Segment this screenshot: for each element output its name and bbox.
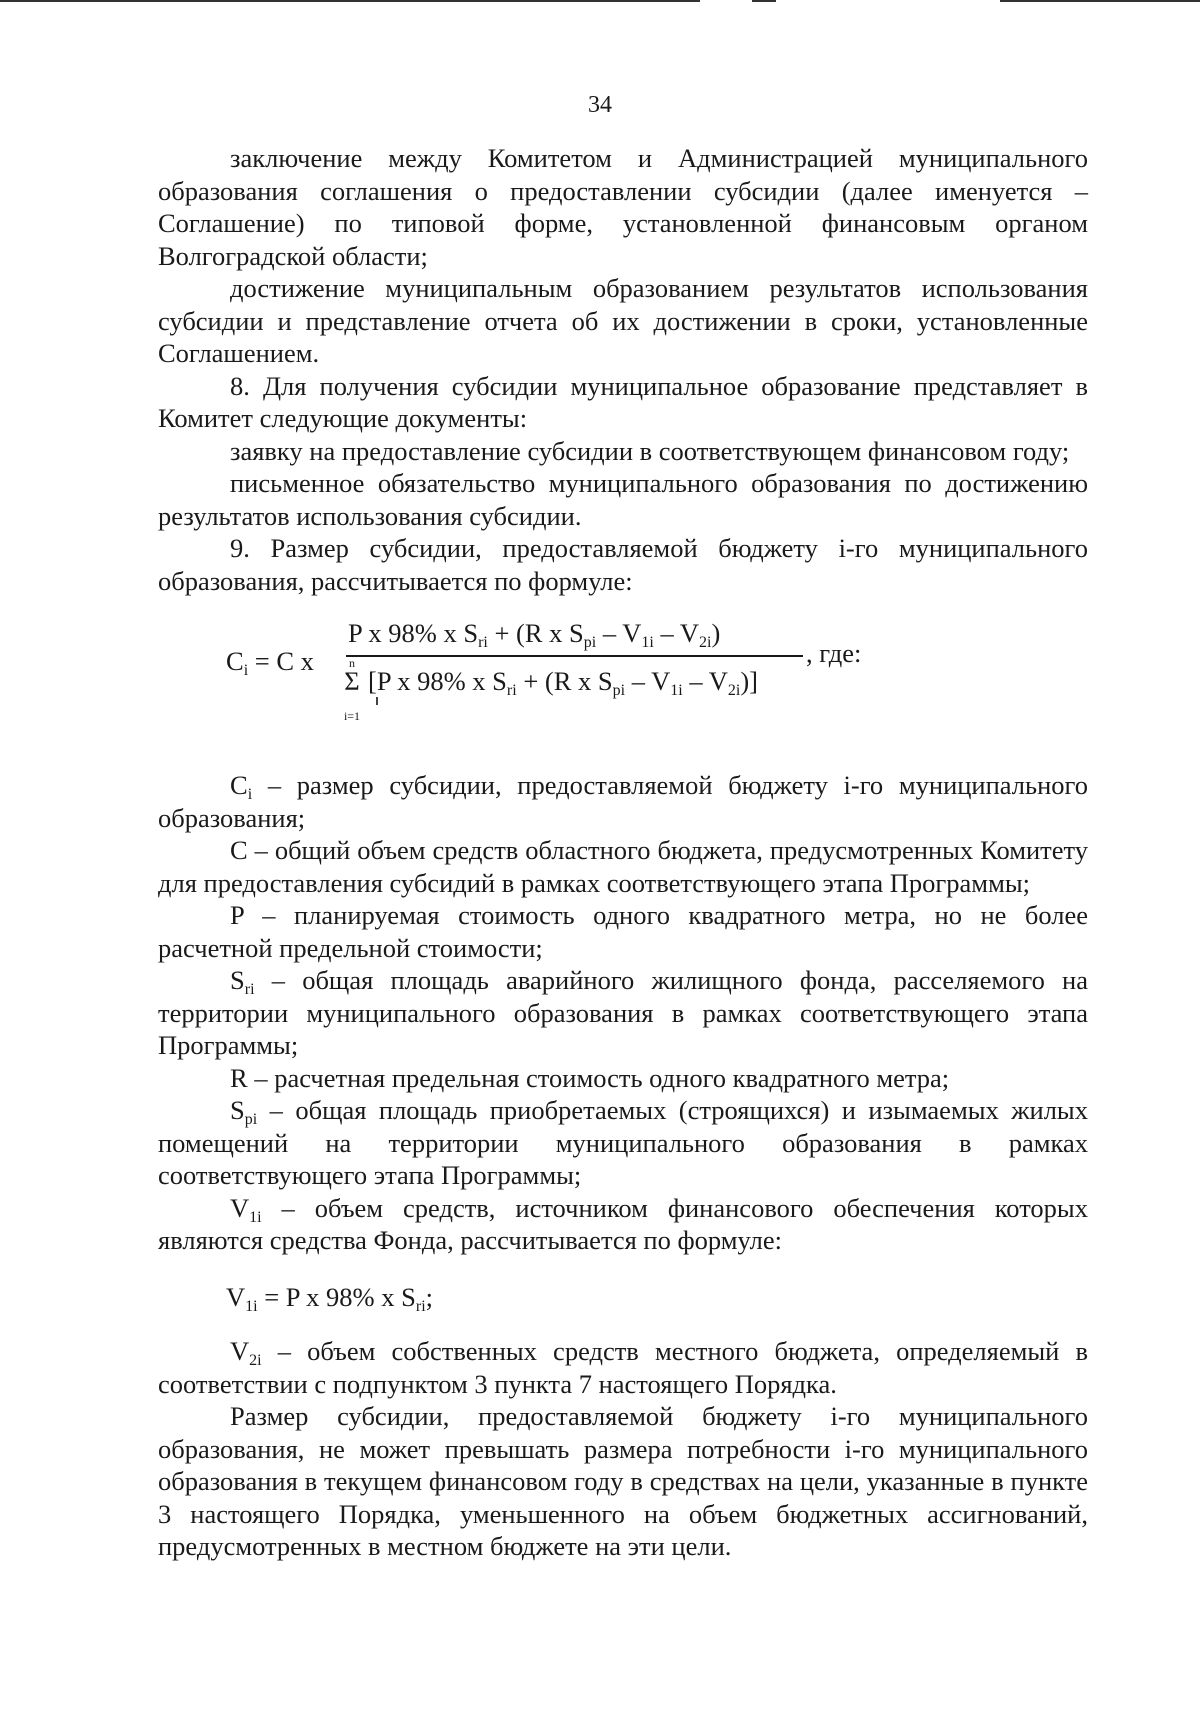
formula-numerator: P x 98% x $S_{ri} + (R$ x $S_{pi} - V_{1i} - V_{2i}$) xyxy=(348,618,721,651)
definition-r: R – расчетная предельная стоимость одного квадратного метра; xyxy=(230,1062,950,1093)
subsidy-formula xyxy=(158,605,1088,765)
fraction-bar xyxy=(346,655,803,657)
definition-ci: $C_i$ – размер субсидии, предоставляемой бюджету i-го муниципального образования; xyxy=(158,770,1088,833)
paragraph-item-8: 8. Для получения субсидии муниципальное образование представляет в Комитет следующие документы: xyxy=(158,370,1088,433)
definition-sri: $S_{ri}$ – общая площадь аварийного жилищного фонда, расселяемого на территории муниципального образования в рамках соответствующего этапа Программы; xyxy=(158,965,1088,1060)
document-body xyxy=(158,142,1088,1563)
paragraph-application: заявку на предоставление субсидии в соответствующем финансовом году; xyxy=(230,435,1070,466)
formula-denominator: n Σ i=1 [P x 98% x $S_{ri} + (R$ x $S_{pi} - V_{1i} - V_{2i}$)] xyxy=(343,656,758,723)
paragraph-subsidy-limit: Размер субсидии, предоставляемой бюджету i-го муниципального образования, не может превышать размера потребности i-го муниципального образования в текущем финансовом году в средствах на цели, указанные в пункте 3 настоящего Порядка, уменьшенного на объем бюджетных ассигнований, предусмотренных в местном бюджете на эти цели. xyxy=(158,1401,1088,1561)
page-number: 34 xyxy=(588,92,612,118)
paragraph-agreement: заключение между Комитетом и Администрацией муниципального образования соглашения о предоставлении субсидии (далее именуется – Соглашение) по типовой форме, установленной финансовым органом Волгоградской области; xyxy=(158,143,1088,271)
definition-v2i: $V_{2i}$ – объем собственных средств местного бюджета, определяемый в соответствии с подпунктом 3 пункта 7 настоящего Порядка. xyxy=(158,1336,1088,1399)
summation-sign: n Σ i=1 xyxy=(343,656,361,723)
definition-c: C – общий объем средств областного бюджета, предусмотренных Комитету для предоставления субсидий в рамках соответствующего этапа Программы; xyxy=(158,835,1088,898)
definition-v1i: $V_{1i}$ – объем средств, источником финансового обеспечения которых являются средства Фонда, рассчитывается по формуле: xyxy=(158,1192,1088,1255)
formula-where: , где: xyxy=(806,638,862,668)
definition-spi: $S_{pi}$ – общая площадь приобретаемых (строящихся) и изымаемых жилых помещений на территории муниципального образования в рамках соответствующего этапа Программы; xyxy=(158,1095,1088,1190)
definition-p: P – планируемая стоимость одного квадратного метра, но не более расчетной предельной стоимости; xyxy=(158,900,1088,963)
paragraph-results: достижение муниципальным образованием результатов использования субсидии и представление отчета об их достижении в сроки, установленные Соглашением. xyxy=(158,273,1088,368)
paragraph-obligation: письменное обязательство муниципального образования по достижению результатов использования субсидии. xyxy=(158,468,1088,531)
scan-edge-line-mid xyxy=(752,0,776,2)
formula-lhs: $C_i = C$ x xyxy=(226,646,314,679)
paragraph-item-9: 9. Размер субсидии, предоставляемой бюджету i-го муниципального образования, рассчитывается по формуле: xyxy=(158,533,1088,596)
scan-edge-line-right xyxy=(1000,0,1200,2)
v1-formula: $V_{1i} = P$ x 98% x $S_{ri}$; xyxy=(226,1281,434,1315)
scan-artifact xyxy=(376,697,378,705)
scan-edge-line-left xyxy=(0,0,700,2)
